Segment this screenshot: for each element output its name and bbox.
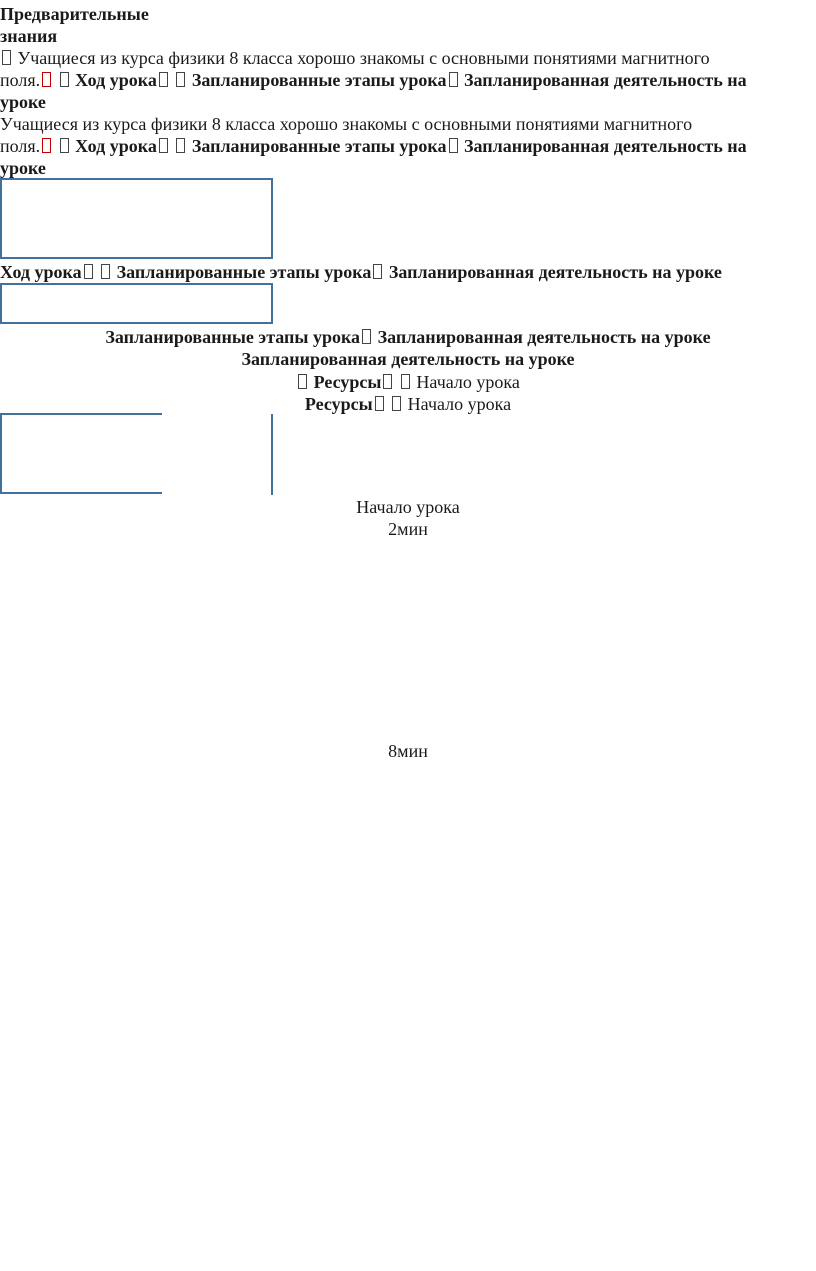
table-border bbox=[271, 414, 273, 495]
planned-activity-label: Запланированная деятельность на уроке bbox=[388, 262, 722, 282]
lesson-start-text: Начало урока bbox=[356, 497, 460, 517]
missing-glyph-icon bbox=[42, 72, 51, 87]
prior-knowledge-repeat-line3: уроке bbox=[0, 158, 46, 178]
missing-glyph-icon bbox=[60, 138, 69, 153]
fields-text: поля. bbox=[0, 136, 41, 156]
planned-activity-label: Запланированная деятельность на уроке bbox=[377, 327, 711, 347]
prior-knowledge-repeat-line2 bbox=[0, 135, 747, 157]
missing-glyph-icon bbox=[401, 374, 410, 389]
resources-repeat bbox=[0, 393, 816, 415]
missing-glyph-icon bbox=[392, 396, 401, 411]
planned-activity-label: Запланированная деятельность на bbox=[464, 136, 747, 156]
missing-glyph-icon bbox=[375, 396, 384, 411]
missing-glyph-icon bbox=[383, 374, 392, 389]
lesson-flow-label: Ход урока bbox=[0, 262, 82, 282]
missing-glyph-icon bbox=[373, 264, 382, 279]
planned-activity-label: Запланированная деятельность на bbox=[464, 70, 747, 90]
table-cell-frame bbox=[0, 178, 273, 259]
table-border bbox=[0, 413, 162, 415]
missing-glyph-icon bbox=[42, 138, 51, 153]
planned-stages-label: Запланированные этапы урока bbox=[105, 327, 361, 347]
missing-glyph-icon bbox=[176, 138, 185, 153]
prior-knowledge-line1 bbox=[0, 47, 710, 69]
table-border bbox=[0, 492, 162, 494]
section-heading-line2: знания bbox=[0, 26, 58, 46]
planned-stages-label: Запланированные этапы урока bbox=[191, 136, 447, 156]
lesson-start-label: Начало урока bbox=[416, 372, 520, 392]
missing-glyph-icon bbox=[362, 329, 371, 344]
prior-knowledge-line2 bbox=[0, 69, 747, 91]
table-cell-frame bbox=[0, 283, 273, 324]
prior-knowledge-text: Учащиеся из курса физики 8 класса хорошо знакомы с основными понятиями магнитного bbox=[17, 48, 710, 68]
planned-activity-header: Запланированная деятельность на уроке bbox=[241, 349, 575, 369]
planned-stages-label: Запланированные этапы урока bbox=[116, 262, 372, 282]
section-heading-line1: Предварительные bbox=[0, 4, 149, 24]
planned-stages-header bbox=[0, 326, 816, 348]
missing-glyph-icon bbox=[449, 72, 458, 87]
resources-label: Ресурсы bbox=[313, 372, 382, 392]
lesson-flow-row bbox=[0, 261, 722, 283]
missing-glyph-icon bbox=[60, 72, 69, 87]
resources-label: Ресурсы bbox=[304, 394, 373, 414]
missing-glyph-icon bbox=[176, 72, 185, 87]
missing-glyph-icon bbox=[101, 264, 110, 279]
duration-2min: 2мин bbox=[388, 519, 428, 539]
missing-glyph-icon bbox=[159, 72, 168, 87]
missing-glyph-icon bbox=[298, 374, 307, 389]
missing-glyph-icon bbox=[159, 138, 168, 153]
missing-glyph-icon bbox=[84, 264, 93, 279]
lesson-flow-label: Ход урока bbox=[75, 70, 157, 90]
missing-glyph-icon bbox=[449, 138, 458, 153]
prior-knowledge-repeat-line1: Учащиеся из курса физики 8 класса хорошо знакомы с основными понятиями магнитного bbox=[0, 114, 693, 134]
lesson-flow-label: Ход урока bbox=[75, 136, 157, 156]
table-border bbox=[0, 413, 2, 494]
planned-stages-label: Запланированные этапы урока bbox=[191, 70, 447, 90]
lesson-start-label: Начало урока bbox=[407, 394, 512, 414]
fields-text: поля. bbox=[0, 70, 41, 90]
missing-glyph-icon bbox=[2, 50, 11, 65]
prior-knowledge-line3: уроке bbox=[0, 92, 46, 112]
resources-header bbox=[0, 371, 816, 393]
duration-8min: 8мин bbox=[388, 741, 428, 761]
